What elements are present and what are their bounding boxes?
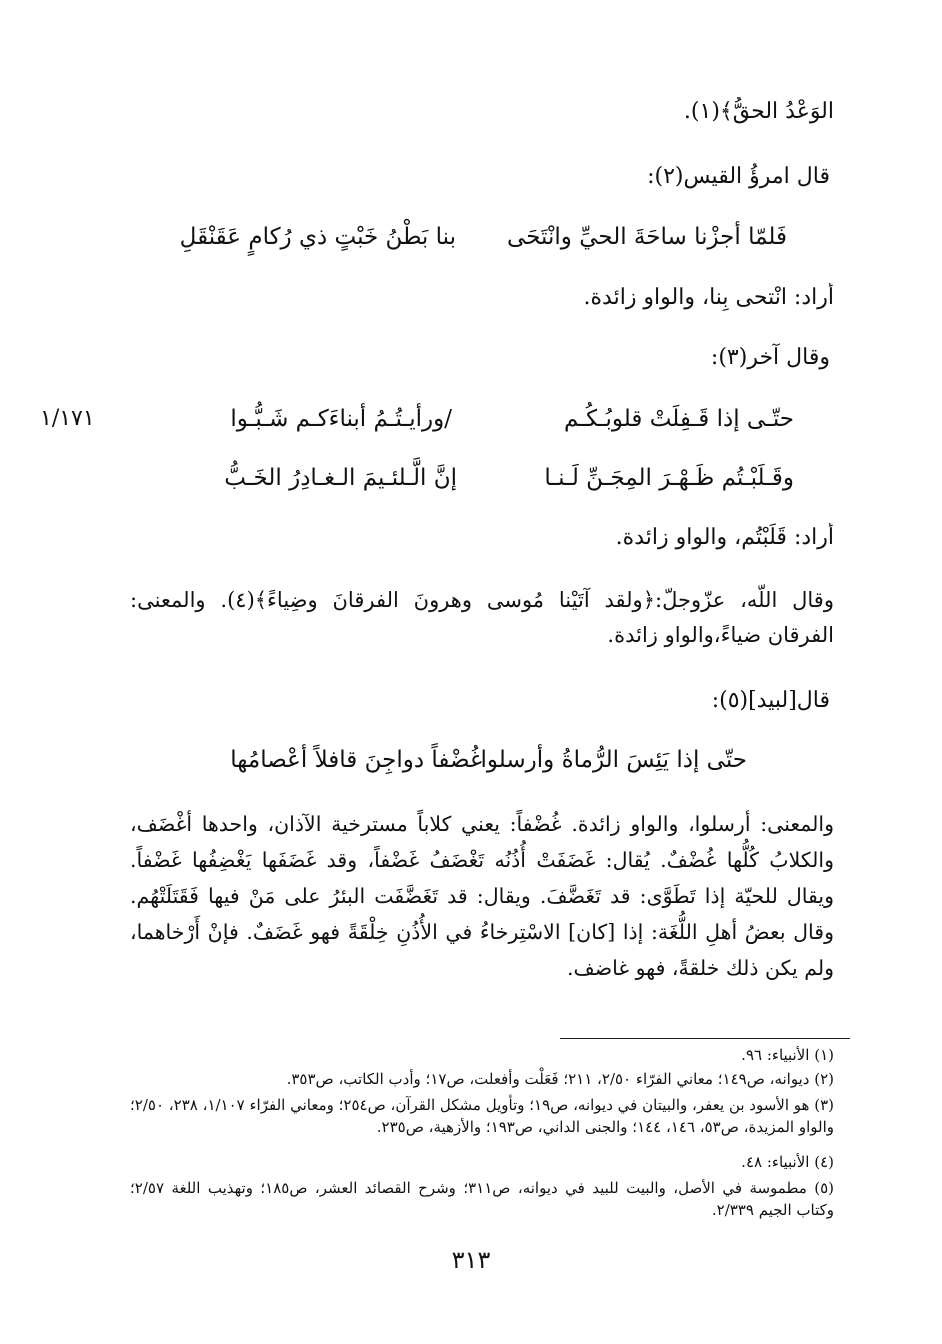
verse-hemistich-right: فَلمّا أجزْنا ساحَةَ الحيِّ وانْتَحَى <box>507 224 787 250</box>
footnote: (٤) الأنبياء: ٤٨. <box>741 1153 834 1171</box>
footnote: (٣) هو الأسود بن يعفر، والبيتان في ديوانه، ص١٩؛ وتأويل مشكل القرآن، ص٢٥٤؛ ومعاني الفرّاء ١/١٠٧، ٢٣٨، ٢/٥٠؛ والواو المزيدة، ص٥٣، ١٤٦، ١٤٤؛ والجنى الداني، ص١٩٣؛ والأزهية، ص٢٣٥. <box>130 1096 835 1136</box>
page-number: ٣١٣ <box>451 1246 491 1274</box>
text-line: قال امرؤُ القيس(٢): <box>647 164 830 189</box>
verse-hemistich-left: بنا بَطْنُ خَبْتٍ ذي رُكامٍ عَقَنْقَلِ <box>179 224 456 250</box>
text-line: أراد: قَلَبْتُم، والواو زائدة. <box>615 525 834 550</box>
text-line: أراد: انْتحى بِنا، والواو زائدة. <box>583 285 834 310</box>
footnote: (٥) مطموسة في الأصل، والبيت للبيد في ديوانه، ص٣١١؛ وشرح القصائد العشر، ص١٨٥؛ وتهذيب اللغة ٢/٥٧؛ وكتاب الجيم ٢/٣٣٩. <box>130 1179 835 1219</box>
text-line: وقال آخر(٣): <box>710 345 830 370</box>
text-line: الوَعْدُ الحقُّ﴾(١). <box>683 99 834 124</box>
verse-hemistich-right: حتّـى إذا قَـفِلَتْ قلوبُـكُـم <box>564 406 794 432</box>
margin-reference: ١/١٧١ <box>40 406 95 431</box>
verse-hemistich-right: حتّى إذا يَئِسَ الرُّماةُ وأرسلوا <box>480 747 747 773</box>
footnote: (١) الأنبياء: ٩٦. <box>741 1046 834 1064</box>
verse-hemistich-left: /ورأيـتُـمُ أبناءَكـم شَـبُّـوا <box>230 406 452 432</box>
verse-hemistich-left: غُضْفاً دواجِنَ قافلاً أعْصامُها <box>230 747 482 773</box>
footnote-separator <box>560 1038 850 1039</box>
verse-hemistich-left: إنَّ الَّـلئـيمَ الـغـادِرُ الخَـبُّ <box>224 465 457 491</box>
paragraph: وقال اللّه، عزّوجلّ:﴿ولقد آتَيْنا مُوسى وهرونَ الفرقانَ وضِياءً﴾(٤). والمعنى: الفرقان ضياءً،والواو زائدة. <box>130 588 834 647</box>
verse-hemistich-right: وقَـلَبْـتُم ظَـهْـرَ المِجَـنِّ لَـنـا <box>544 465 794 491</box>
text-line: قال[لبيد](٥): <box>711 688 830 713</box>
paragraph: والمعنى: أرسلوا، والواو زائدة. غُضْفاً: يعني كلاباً مسترخية الآذان، واحدها أغْضَف، والكلابُ كُلُّها غُضْفٌ. يُقال: غَضَفَتْ أُذُنُه تَغْضَفُ غَضْفاً، وقد غَضَفَها يَغْضِفُها غَضْفاً. ويقال للحيّة إذا تَطَوَّى: قد تَغَضَّفَ. ويقال: قد تَغَضَّفَت البئرُ على مَنْ فيها فَقَتَلَتْهُم. وقال بعضُ أهلِ اللُّغَة: إذا [كان] الاسْتِرخاءُ في الأُذُنِ خِلْقَةً فهو غَضَفٌ. فإنْ أَرْخاهما، ولم يكن ذلك خلقةً، فهو غاضف. <box>130 812 834 980</box>
footnote: (٢) ديوانه، ص١٤٩؛ معاني الفرّاء ٢/٥٠، ٢١١؛ فَعَلْت وأفعلت، ص١٧؛ وأدب الكاتب، ص٣٥٣. <box>286 1070 834 1088</box>
